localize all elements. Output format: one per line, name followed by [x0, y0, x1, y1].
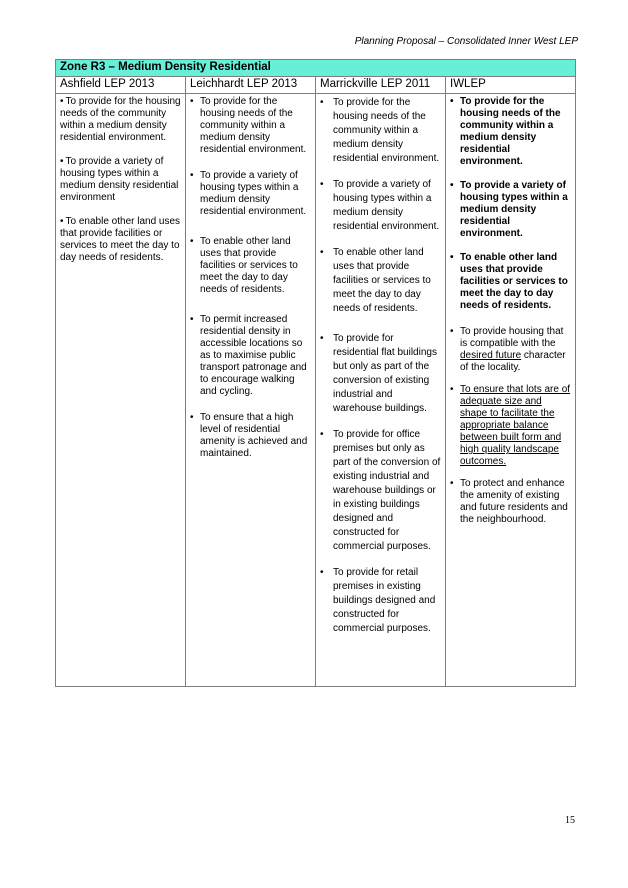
bullet-icon: • [450, 180, 454, 191]
list-item: • To provide for office premises but only as part of the conversion of existing industrial and warehouse buildings or in existing buildings designed and constructed for commercial purposes. [320, 429, 441, 552]
iwlep-objectives-cell [446, 94, 576, 687]
list-item: • To provide for the housing needs of the community within a medium density residential environment. [60, 96, 181, 143]
bullet-icon: • [450, 326, 454, 337]
bullet-icon: • [450, 384, 454, 395]
list-item: • To provide for the housing needs of the community within a medium density residential environment. [190, 96, 307, 155]
bullet-icon: • [450, 96, 454, 107]
document-header: Planning Proposal – Consolidated Inner West LEP [354, 36, 578, 47]
list-item: • To ensure that lots are of adequate size and shape to facilitate the appropriate balance between built form and high quality landscape outcomes. [450, 384, 571, 467]
bullet-icon: • [190, 236, 194, 247]
list-item: • To provide a variety of housing types within a medium density residential environment. [190, 170, 307, 217]
bullet-icon: • [60, 96, 64, 107]
list-item: • To enable other land uses that provide facilities or services to meet the day to day needs of residents. [320, 247, 431, 314]
list-item: • To provide for the housing needs of the community within a medium density residential environment. [450, 96, 561, 167]
list-item: • To enable other land uses that provide facilities or services to meet the day to day needs of residents. [60, 216, 181, 263]
list-item: • To provide for retail premises in existing buildings designed and constructed for commercial purposes. [320, 567, 436, 634]
bullet-icon: • [450, 252, 454, 263]
bullet-icon: • [60, 156, 64, 167]
list-item: • To provide housing that is compatible with the desired future character of the locality. [450, 326, 566, 373]
page-number: 15 [565, 815, 575, 826]
list-item: • To enable other land uses that provide facilities or services to meet the day to day needs of residents. [450, 252, 568, 311]
bullet-icon: • [320, 179, 324, 190]
column-header-ashfield: Ashfield LEP 2013 [56, 77, 186, 94]
list-item: • To protect and enhance the amenity of existing and future residents and the neighbourhood. [450, 478, 568, 525]
list-item: • To enable other land uses that provide facilities or services to meet the day to day needs of residents. [190, 236, 298, 295]
bullet-icon: • [320, 429, 324, 440]
bullet-icon: • [190, 314, 194, 325]
ashfield-objectives-cell [56, 94, 186, 687]
zone-title: Zone R3 – Medium Density Residential [56, 60, 576, 77]
list-item: • To provide a variety of housing types within a medium density residential environment. [320, 179, 440, 232]
bullet-icon: • [320, 333, 324, 344]
list-item: • To provide a variety of housing types within a medium density residential environment [60, 156, 179, 203]
column-header-iwlep: IWLEP [446, 77, 576, 94]
list-item: • To ensure that a high level of residential amenity is achieved and maintained. [190, 412, 308, 459]
bullet-icon: • [320, 97, 324, 108]
bullet-icon: • [190, 96, 194, 107]
bullet-icon: • [450, 478, 454, 489]
list-item: • To provide for the housing needs of the community within a medium density residential environment. [320, 97, 440, 164]
bullet-icon: • [320, 247, 324, 258]
list-item: • To provide for residential flat buildings but only as part of the conversion of existing industrial and warehouse buildings. [320, 333, 437, 414]
bullet-icon: • [320, 567, 324, 578]
bullet-icon: • [190, 170, 194, 181]
marrickville-objectives-cell [316, 94, 446, 687]
bullet-icon: • [190, 412, 194, 423]
list-item: • To permit increased residential density in accessible locations so as to maximise public transport patronage and to encourage walking and cycling. [190, 314, 307, 397]
zone-objectives-table [55, 59, 576, 687]
column-header-leichhardt: Leichhardt LEP 2013 [186, 77, 316, 94]
list-item: • To provide a variety of housing types within a medium density residential environment. [450, 180, 568, 239]
leichhardt-objectives-cell [186, 94, 316, 687]
column-header-marrickville: Marrickville LEP 2011 [316, 77, 446, 94]
bullet-icon: • [60, 216, 64, 227]
